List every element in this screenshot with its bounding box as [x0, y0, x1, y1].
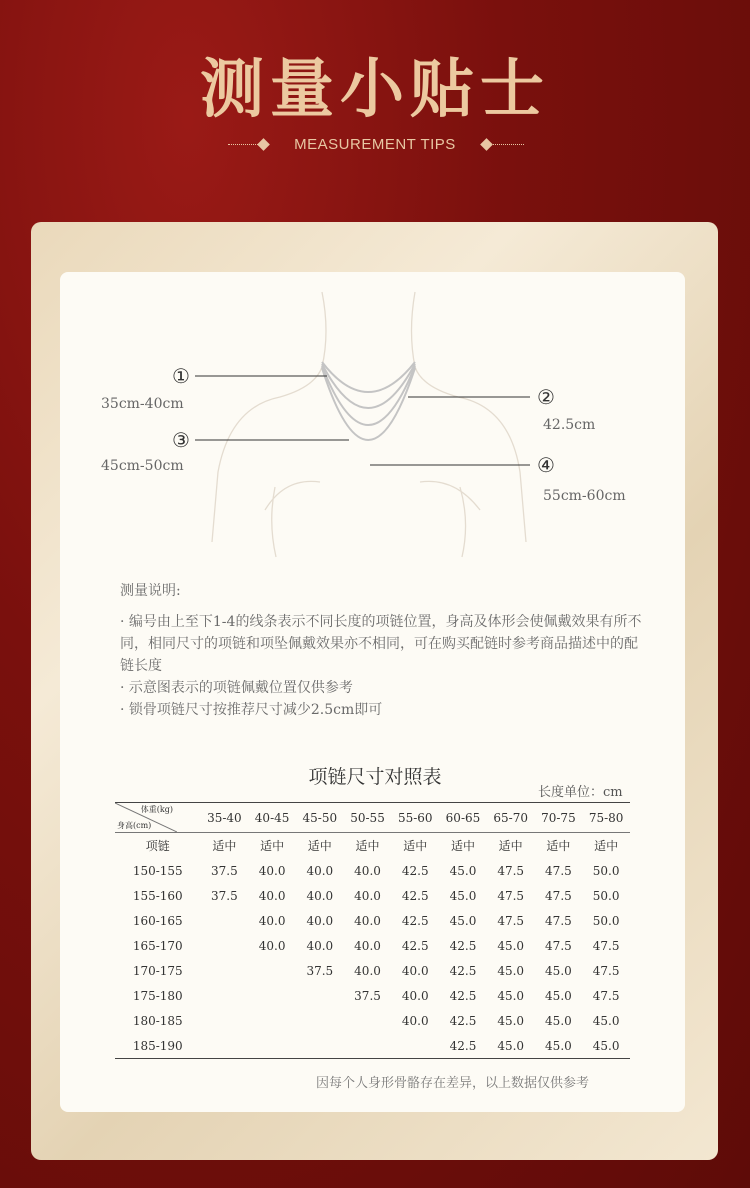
necklace-line-2	[322, 364, 415, 408]
range-1-label: 35cm-40cm	[101, 396, 184, 412]
fit-cell: 适中	[594, 839, 619, 853]
size-cell	[248, 1033, 296, 1059]
size-cell: 42.5	[449, 988, 477, 1003]
marker-4-label: ④	[537, 453, 555, 477]
body-outline-right-arm	[460, 487, 466, 557]
size-cell	[391, 1033, 439, 1059]
note-item: · 锁骨项链尺寸按推荐尺寸减少2.5cm即可	[120, 702, 383, 718]
fit-cell: 适中	[450, 839, 475, 853]
fit-row	[115, 833, 630, 859]
size-cell: 45.0	[545, 963, 572, 978]
size-cell	[201, 933, 249, 958]
size-cell: 50.0	[592, 863, 620, 878]
weight-header: 75-80	[582, 803, 630, 833]
necklace-line-4	[322, 368, 415, 440]
size-cell	[344, 1033, 392, 1059]
weight-header: 35-40	[201, 803, 249, 833]
table-row	[115, 908, 630, 933]
size-cell: 47.5	[545, 888, 572, 903]
size-cell: 42.5	[401, 863, 429, 878]
size-cell: 47.5	[545, 938, 572, 953]
size-cell: 47.5	[545, 863, 572, 878]
size-cell: 40.0	[354, 863, 381, 878]
marker-1-label: ①	[172, 364, 190, 388]
size-table	[115, 802, 630, 1059]
size-cell: 45.0	[497, 938, 525, 953]
size-cell: 42.5	[449, 1013, 477, 1028]
note-item: · 示意图表示的项链佩戴位置仅供参考	[120, 680, 353, 696]
size-cell	[296, 1008, 344, 1033]
fit-cell: 适中	[355, 839, 380, 853]
table-row	[115, 858, 630, 883]
size-cell: 42.5	[401, 938, 429, 953]
size-cell: 47.5	[497, 888, 525, 903]
size-cell: 40.0	[401, 1013, 429, 1028]
size-cell: 40.0	[354, 938, 381, 953]
size-cell	[248, 958, 296, 983]
table-row	[115, 1033, 630, 1059]
height-cell: 180-185	[132, 1013, 183, 1028]
size-cell: 40.0	[401, 988, 429, 1003]
size-cell	[201, 1008, 249, 1033]
size-cell: 45.0	[592, 1013, 620, 1028]
size-cell: 40.0	[306, 888, 334, 903]
size-cell: 40.0	[258, 863, 286, 878]
size-cell: 42.5	[401, 913, 429, 928]
size-cell: 45.0	[545, 988, 572, 1003]
height-cell: 150-155	[132, 863, 183, 878]
height-cell: 165-170	[132, 938, 183, 953]
size-cell: 42.5	[439, 1033, 487, 1059]
notes-heading: 测量说明:	[120, 583, 181, 599]
fit-cell: 适中	[403, 839, 428, 853]
size-cell: 47.5	[592, 988, 620, 1003]
garment-right	[420, 481, 480, 510]
marker-2-label: ②	[537, 385, 555, 409]
size-cell: 45.0	[497, 963, 525, 978]
size-cell: 45.0	[582, 1033, 630, 1059]
size-cell: 50.0	[592, 913, 620, 928]
size-cell: 42.5	[449, 938, 477, 953]
fit-label: 项链	[145, 839, 170, 853]
range-4-label: 55cm-60cm	[543, 488, 626, 504]
size-cell: 40.0	[306, 913, 334, 928]
size-cell: 47.5	[592, 938, 620, 953]
weight-header: 55-60	[391, 803, 439, 833]
size-cell: 50.0	[592, 888, 620, 903]
size-cell: 37.5	[306, 963, 334, 978]
weight-header: 65-70	[487, 803, 535, 833]
table-row	[115, 958, 630, 983]
dotted-divider-right	[490, 144, 524, 145]
table-row	[115, 983, 630, 1008]
page-title: 测量小贴士	[200, 53, 550, 127]
size-cell: 45.0	[497, 1013, 525, 1028]
corner-weight-label: 体重(kg)	[140, 805, 173, 814]
size-cell: 45.0	[497, 988, 525, 1003]
body-outline-right	[412, 292, 527, 542]
size-cell: 47.5	[592, 963, 620, 978]
size-cell: 42.5	[401, 888, 429, 903]
fit-cell: 适中	[498, 839, 523, 853]
size-cell: 40.0	[258, 913, 286, 928]
size-cell: 45.0	[487, 1033, 535, 1059]
height-cell: 155-160	[132, 888, 183, 903]
necklace-diagram	[60, 272, 685, 572]
size-cell	[248, 983, 296, 1008]
table-row	[115, 1008, 630, 1033]
size-cell	[296, 983, 344, 1008]
size-cell	[201, 983, 249, 1008]
size-cell: 37.5	[211, 863, 238, 878]
height-cell: 160-165	[132, 913, 183, 928]
size-cell: 40.0	[354, 913, 381, 928]
weight-header-row	[115, 803, 630, 833]
size-cell	[248, 1008, 296, 1033]
header	[0, 0, 750, 220]
size-cell: 45.0	[449, 888, 477, 903]
size-cell: 45.0	[545, 1013, 572, 1028]
size-cell: 40.0	[401, 963, 429, 978]
size-cell: 47.5	[545, 913, 572, 928]
size-cell: 37.5	[211, 888, 238, 903]
subtitle-row	[0, 133, 750, 157]
unit-label: 长度单位：cm	[538, 785, 623, 800]
fit-cell: 适中	[546, 839, 571, 853]
size-cell: 45.0	[449, 913, 477, 928]
size-cell: 40.0	[258, 938, 286, 953]
fit-cell: 适中	[307, 839, 332, 853]
size-cell: 45.0	[449, 863, 477, 878]
height-cell: 170-175	[132, 963, 183, 978]
size-cell: 40.0	[354, 888, 381, 903]
size-cell: 42.5	[449, 963, 477, 978]
size-cell	[201, 1033, 249, 1059]
fit-cell: 适中	[212, 839, 237, 853]
necklace-line-3	[322, 366, 415, 425]
size-cell: 40.0	[306, 938, 334, 953]
note-item: · 编号由上至下1-4的线条表示不同长度的项链位置，身高及体形会使佩戴效果有所不同，相同尺寸的项链和项坠佩戴效果亦不相同，可在购买配链时参考商品描述中的配链长度	[120, 614, 642, 674]
weight-header: 45-50	[296, 803, 344, 833]
range-3-label: 45cm-50cm	[101, 458, 184, 474]
size-cell: 40.0	[258, 888, 286, 903]
size-cell	[201, 908, 249, 933]
table-row	[115, 933, 630, 958]
size-cell: 45.0	[535, 1033, 583, 1059]
size-cell: 47.5	[497, 863, 525, 878]
measurement-notes	[120, 580, 650, 721]
size-cell: 37.5	[354, 988, 381, 1003]
size-cell: 40.0	[354, 963, 381, 978]
size-cell	[344, 1008, 392, 1033]
page-subtitle: MEASUREMENT TIPS	[294, 136, 456, 153]
height-cell: 185-190	[115, 1033, 201, 1059]
corner-height-label: 身高(cm)	[117, 821, 152, 830]
height-cell: 175-180	[132, 988, 183, 1003]
size-cell: 40.0	[306, 863, 334, 878]
weight-header: 70-75	[535, 803, 583, 833]
size-cell	[296, 1033, 344, 1059]
table-title: 项链尺寸对照表	[308, 766, 442, 788]
size-cell	[201, 958, 249, 983]
table-row	[115, 883, 630, 908]
weight-header: 40-45	[248, 803, 296, 833]
table-footnote: 因每个人身形骨骼存在差异，以上数据仅供参考	[316, 1076, 590, 1091]
marker-3-label: ③	[172, 428, 190, 452]
range-2-label: 42.5cm	[543, 417, 596, 433]
weight-header: 60-65	[439, 803, 487, 833]
fit-cell: 适中	[260, 839, 285, 853]
weight-header: 50-55	[344, 803, 392, 833]
size-cell: 47.5	[497, 913, 525, 928]
corner-cell	[115, 803, 201, 833]
